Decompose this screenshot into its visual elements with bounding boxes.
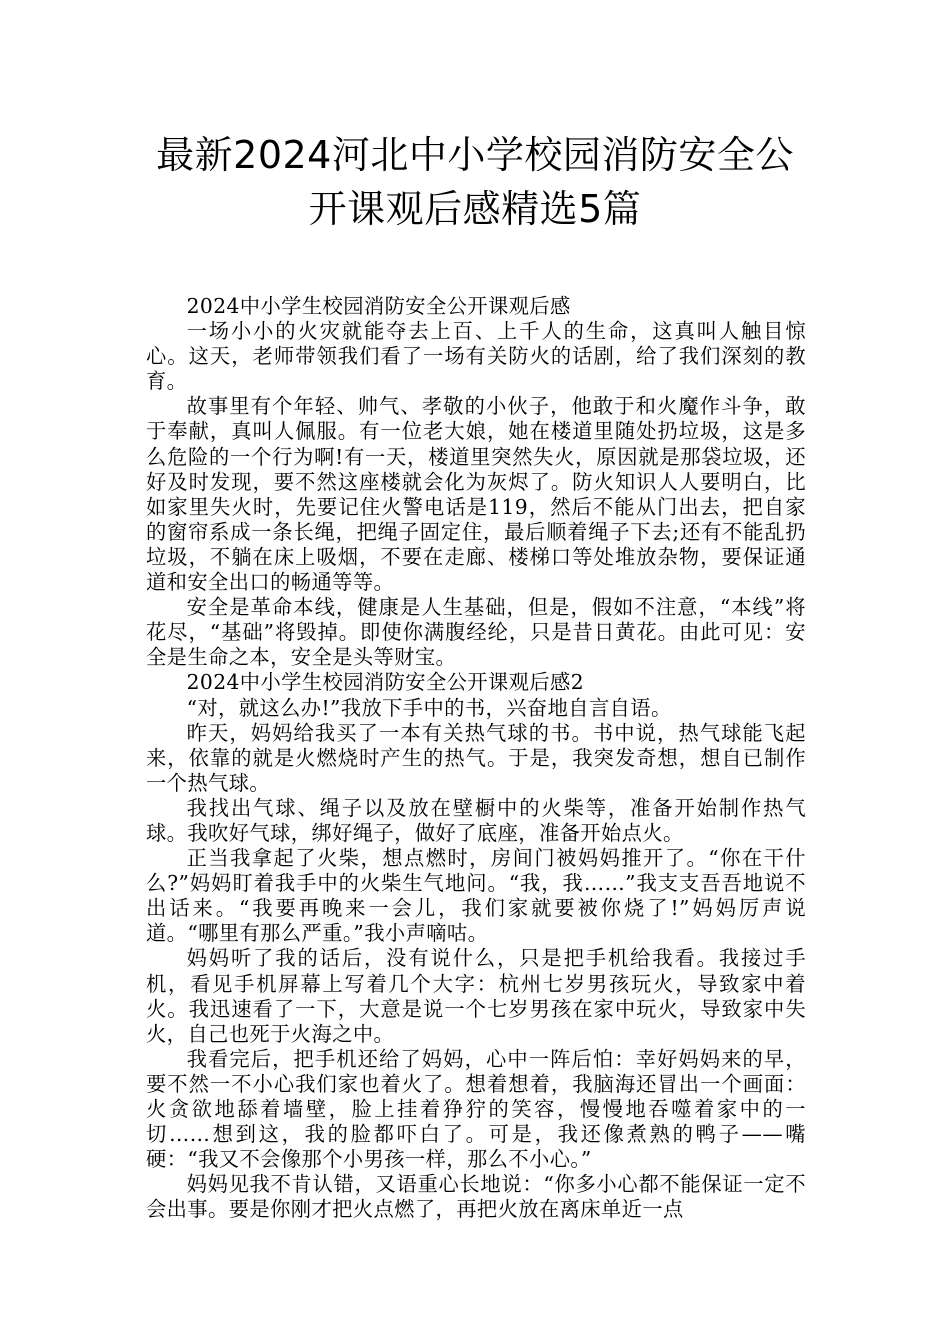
title-line-2: 开课观后感精选5篇	[308, 187, 642, 231]
paragraph: 妈妈听了我的话后，没有说什么，只是把手机给我看。我接过手机，看见手机屏幕上写着几个大字：杭州七岁男孩玩火，导致家中着火。我迅速看了一下，大意是说一个七岁男孩在家中玩火，导致家中失火，自己也死于火海之中。	[146, 946, 806, 1046]
paragraph: 昨天，妈妈给我买了一本有关热气球的书。书中说，热气球能飞起来，依靠的就是火燃烧时产生的热气。于是，我突发奇想，想自已制作一个热气球。	[146, 720, 806, 795]
title-line-1: 最新2024河北中小学校园消防安全公	[156, 133, 794, 177]
document-body	[146, 294, 806, 1222]
paragraph: 我找出气球、绳子以及放在壁橱中的火柴等，准备开始制作热气球。我吹好气球，绑好绳子，做好了底座，准备开始点火。	[146, 795, 806, 845]
section-heading-1: 2024中小学生校园消防安全公开课观后感	[186, 294, 571, 318]
paragraph: 安全是革命本线，健康是人生基础，但是，假如不注意，“本线”将花尽，“基础”将毁掉。即使你满腹经纶，只是昔日黄花。由此可见：安全是生命之本，安全是头等财宝。	[146, 595, 806, 670]
paragraph: 故事里有个年轻、帅气、孝敬的小伙子，他敢于和火魔作斗争，敢于奉献，真叫人佩服。有一位老大娘，她在楼道里随处扔垃圾，这是多么危险的一个行为啊!有一天，楼道里突然失火，原因就是那袋垃圾，还好及时发现，要不然这座楼就会化为灰烬了。防火知识人人要明白，比如家里失火时，先要记住火警电话是119，然后不能从门出去，把自家的窗帘系成一条长绳，把绳子固定住，最后顺着绳子下去;还有不能乱扔垃圾，不躺在床上吸烟，不要在走廊、楼梯口等处堆放杂物，要保证通道和安全出口的畅通等等。	[146, 394, 806, 595]
section-heading-2: 2024中小学生校园消防安全公开课观后感2	[186, 670, 585, 695]
document-title	[120, 128, 830, 236]
paragraph: 妈妈见我不肯认错，又语重心长地说：“你多小心都不能保证一定不会出事。要是你刚才把火点燃了，再把火放在离床单近一点	[146, 1172, 806, 1222]
paragraph: 正当我拿起了火柴，想点燃时，房间门被妈妈推开了。“你在干什么?”妈妈盯着我手中的火柴生气地问。“我，我……”我支支吾吾地说不出话来。“我要再晚来一会儿，我们家就要被你烧了!”妈妈厉声说道。“哪里有那么严重。”我小声嘀咕。	[146, 846, 806, 946]
paragraph: “对，就这么办!”我放下手中的书，兴奋地自言自语。	[186, 695, 672, 720]
paragraph: 我看完后，把手机还给了妈妈，心中一阵后怕：幸好妈妈来的早，要不然一不小心我们家也着火了。想着想着，我脑海还冒出一个画面：火贪欲地舔着墙壁，脸上挂着狰狞的笑容，慢慢地吞噬着家中的一切……想到这，我的脸都吓白了。可是，我还像煮熟的鸭子——嘴硬：“我又不会像那个小男孩一样，那么不小心。”	[146, 1046, 806, 1172]
paragraph: 一场小小的火灾就能夺去上百、上千人的生命，这真叫人触目惊心。这天，老师带领我们看了一场有关防火的话剧，给了我们深刻的教育。	[146, 319, 806, 394]
